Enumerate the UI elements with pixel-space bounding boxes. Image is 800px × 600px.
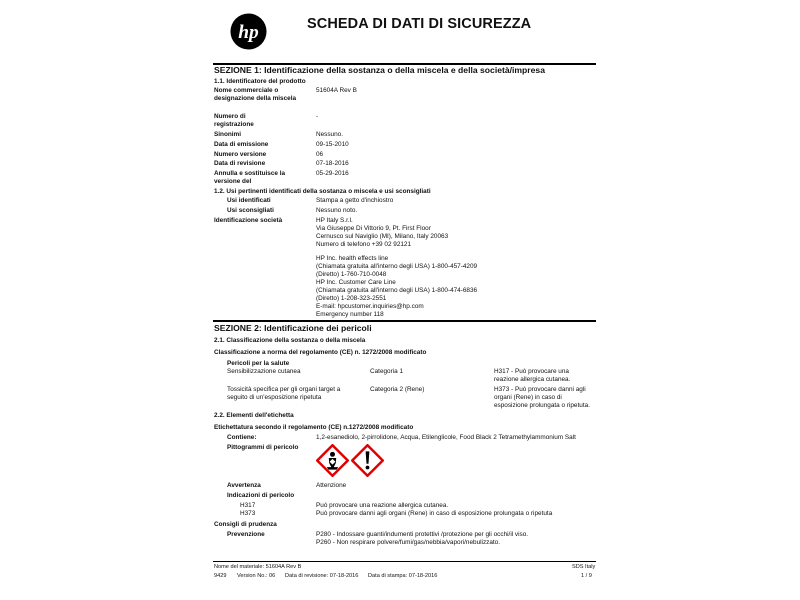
- revision-date-value: 07-18-2016: [316, 160, 349, 167]
- uses-advised-against-label: Usi sconsigliati: [227, 207, 274, 214]
- svg-text:hp: hp: [238, 21, 259, 43]
- identified-uses-value: Stampa a getto d'inchiostro: [316, 197, 394, 204]
- health-hazard-pictogram-icon: [316, 444, 349, 477]
- section-2-1-title: 2.1. Classificazione della sostanza o della miscela: [214, 337, 366, 344]
- company-identification-label: Identificazione società: [214, 217, 283, 224]
- footer-revision-date: Data di revisione: 07-18-2016: [285, 573, 359, 579]
- hazard-statement-1-text: Può provocare una reazione allergica cutanea.: [316, 502, 449, 509]
- footer-rule: [213, 561, 596, 562]
- footer-doc-number: 9429: [214, 573, 227, 579]
- hp-logo-icon: [230, 13, 267, 50]
- section-2-rule: [213, 320, 596, 322]
- trade-name-value: 51604A Rev B: [316, 87, 357, 94]
- section-1-title: SEZIONE 1: Identificazione della sostanza o della miscela e della società/impresa: [214, 65, 545, 75]
- hazard-statement-2-text: Può provocare danni agli organi (Rene) in caso di esposizione prolungata o ripetuta: [316, 510, 553, 517]
- hazard-2-statement: H373 - Può provocare danni agli organi (Rene) in caso di esposizione prolungata o ripetuta.: [494, 386, 590, 409]
- section-1-1-title: 1.1. Identificatore del prodotto: [214, 78, 306, 85]
- signal-word-value: Attenzione: [316, 482, 347, 489]
- registration-number-label: Numero di registrazione: [214, 113, 254, 128]
- section-2-2-title: 2.2. Elementi dell'etichetta: [214, 412, 294, 419]
- contains-label: Contiene:: [227, 434, 257, 441]
- uses-advised-against-value: Nessuno noto.: [316, 207, 358, 214]
- prevention-statement-2: P260 - Non respirare polvere/fumi/gas/nebbia/vapori/nebulizzato.: [316, 539, 501, 546]
- hazard-statement-1-code: H317: [240, 502, 256, 509]
- identified-uses-label: Usi identificati: [227, 197, 271, 204]
- hazard-1-name: Sensibilizzazione cutanea: [227, 368, 301, 375]
- footer-page-number: 1 / 9: [581, 573, 592, 579]
- section-2-title: SEZIONE 2: Identificazione dei pericoli: [214, 323, 372, 333]
- version-number-label: Numero versione: [214, 151, 267, 158]
- footer-country: SDS Italy: [572, 564, 596, 570]
- hazard-2-category: Categoria 2 (Rene): [370, 386, 425, 393]
- footer-print-date: Data di stampa: 07-18-2016: [368, 573, 438, 579]
- supersedes-label: Annulla e sostituisce la versione del: [214, 170, 286, 185]
- footer-material-name: Nome del materiale: 51604A Rev B: [214, 564, 302, 570]
- synonyms-label: Sinonimi: [214, 131, 241, 138]
- document-title: SCHEDA DI DATI DI SICUREZZA: [307, 16, 532, 32]
- health-hazards-title: Pericoli per la salute: [227, 360, 290, 367]
- pictograms-label: Pittogrammi di pericolo: [227, 444, 299, 451]
- hazard-2-name: Tossicità specifica per gli organi target a seguito di un'esposizione ripetuta: [227, 386, 341, 401]
- exclamation-mark-pictogram-icon: [351, 444, 384, 477]
- prevention-label: Prevenzione: [227, 531, 265, 538]
- company-address: HP Italy S.r.l. Via Giuseppe Di Vittorio 9, Pt. First Floor Cernusco sul Naviglio (MI), Milano, Italy 20063 Numero di telefono +39 02 92121: [316, 217, 449, 248]
- company-contacts: HP Inc. health effects line (Chiamata gratuita all'interno degli USA) 1-800-457-4209 (Diretto) 1-760-710-0048 HP Inc. Customer Care Line (Chiamata gratuita all'interno degli USA) 1-800-474-6836 (Diretto) 1-208-323-2551 E-mail: hpcustomer.inquiries@hp.com Emergency number 118: [316, 255, 478, 318]
- hazard-1-category: Categoria 1: [370, 368, 404, 375]
- signal-word-label: Avvertenza: [227, 482, 261, 489]
- contains-value: 1,2-esanediolo, 2-pirrolidone, Acqua, Etilenglicole, Food Black 2 Tetramethylammonium Salt: [316, 434, 576, 441]
- hazard-1-statement: H317 - Può provocare una reazione allergica cutanea.: [494, 368, 571, 383]
- classification-title: Classificazione a norma del regolamento (CE) n. 1272/2008 modificato: [214, 349, 427, 356]
- footer-version: Version No.: 06: [237, 573, 276, 579]
- hazard-statement-2-code: H373: [240, 510, 256, 517]
- prevention-statement-1: P280 - Indossare guanti/indumenti protettivi /protezione per gli occhi/il viso.: [316, 531, 529, 538]
- issue-date-label: Data di emissione: [214, 141, 269, 148]
- version-number-value: 06: [316, 151, 324, 158]
- revision-date-label: Data di revisione: [214, 160, 266, 167]
- hazard-statements-label: Indicazioni di pericolo: [227, 492, 295, 499]
- labelling-title: Etichettatura secondo il regolamento (CE) n.1272/2008 modificato: [214, 424, 414, 431]
- issue-date-value: 09-15-2010: [316, 141, 349, 148]
- precautionary-statements-label: Consigli di prudenza: [214, 521, 277, 528]
- registration-number-value: -: [316, 113, 319, 120]
- trade-name-label: Nome commerciale o designazione della miscela: [214, 87, 297, 102]
- supersedes-value: 05-29-2016: [316, 170, 349, 177]
- section-1-2-title: 1.2. Usi pertinenti identificati della sostanza o miscela e usi sconsigliati: [214, 188, 431, 195]
- synonyms-value: Nessuno.: [316, 131, 343, 138]
